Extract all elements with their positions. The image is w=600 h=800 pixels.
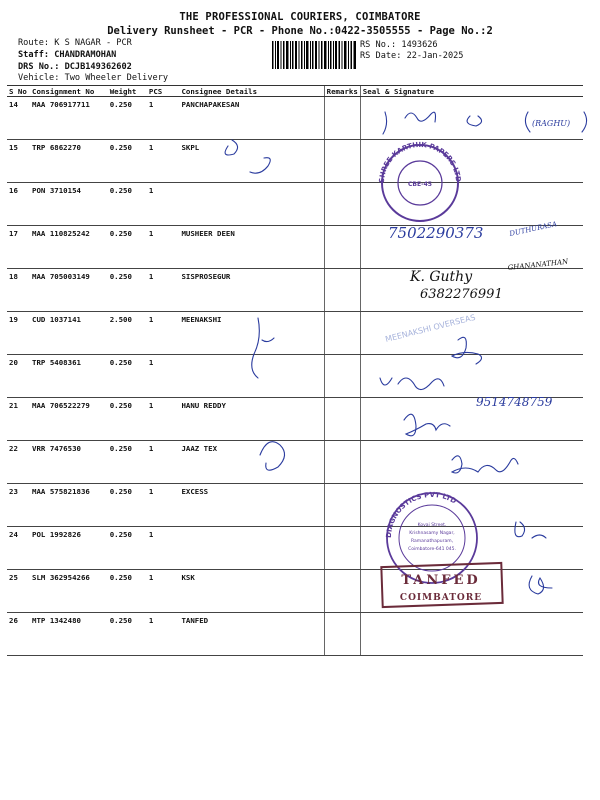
row-weight: 0.250: [108, 527, 147, 570]
row-remarks: [324, 484, 360, 527]
row-consignment: MAA 706917711: [30, 97, 108, 140]
row-consignment: MAA 110825242: [30, 226, 108, 269]
row-consignee: MUSHEER DEEN: [179, 226, 324, 269]
row-pcs: 1: [147, 269, 180, 312]
row-remarks: [324, 613, 360, 656]
rs-number: RS No.: 1493626: [360, 40, 438, 50]
row-consignee: SKPL: [179, 140, 324, 183]
row-consignee: PANCHAPAKESAN: [179, 97, 324, 140]
table-row: [7, 226, 583, 269]
svg-text:COIMBATORE: COIMBATORE: [399, 593, 483, 603]
row-consignment: MTP 1342480: [30, 613, 108, 656]
row-consignment: PON 3710154: [30, 183, 108, 226]
row-pcs: 1: [147, 355, 180, 398]
row-signature: [360, 183, 583, 226]
row-remarks: [324, 312, 360, 355]
row-pcs: 1: [147, 441, 180, 484]
row-remarks: [324, 183, 360, 226]
row-signature: [360, 226, 583, 269]
row-pcs: 1: [147, 312, 180, 355]
table-row: [7, 183, 583, 226]
svg-text:Krishnasamy Nagar,: Krishnasamy Nagar,: [409, 531, 455, 536]
row-sno: 21: [7, 398, 30, 441]
table-row: [7, 140, 583, 183]
staff-line: Staff: CHANDRAMOHAN: [18, 50, 117, 60]
row-consignee: TANFED: [179, 613, 324, 656]
row-consignment: TRP 5408361: [30, 355, 108, 398]
row-weight: 0.250: [108, 613, 147, 656]
row-sno: 25: [7, 570, 30, 613]
row-signature: [360, 398, 583, 441]
row-consignment: VRR 7476530: [30, 441, 108, 484]
row-sno: 26: [7, 613, 30, 656]
handwriting-row-21: 9514748759: [476, 395, 553, 409]
row-weight: 0.250: [108, 355, 147, 398]
col-seal-signature: Seal & Signature: [360, 86, 583, 97]
row-consignee: SISPROSEGUR: [179, 269, 324, 312]
row-signature: [360, 570, 583, 613]
row-pcs: 1: [147, 484, 180, 527]
row-weight: 0.250: [108, 183, 147, 226]
row-remarks: [324, 269, 360, 312]
col-consignee: Consignee Details: [179, 86, 324, 97]
row-consignment: MAA 706522279: [30, 398, 108, 441]
col-sno: S No: [7, 86, 30, 97]
row-sno: 15: [7, 140, 30, 183]
row-pcs: 1: [147, 570, 180, 613]
row-remarks: [324, 570, 360, 613]
row-pcs: 1: [147, 226, 180, 269]
row-remarks: [324, 441, 360, 484]
table-row: [7, 484, 583, 527]
col-pcs: PCS: [147, 86, 180, 97]
table-row: [7, 570, 583, 613]
row-sno: 23: [7, 484, 30, 527]
table-row: [7, 441, 583, 484]
barcode-image: [272, 41, 356, 69]
row-signature: [360, 527, 583, 570]
row-remarks: [324, 527, 360, 570]
row-weight: 0.250: [108, 441, 147, 484]
row-remarks: [324, 140, 360, 183]
drs-line: DRS No.: DCJB149362602: [18, 62, 132, 72]
row-signature: [360, 613, 583, 656]
row-pcs: 1: [147, 398, 180, 441]
row-weight: 0.250: [108, 398, 147, 441]
row-weight: 0.250: [108, 97, 147, 140]
row-consignee: EXCESS: [179, 484, 324, 527]
row-pcs: 1: [147, 140, 180, 183]
table-header-row: [7, 86, 583, 97]
row-signature: [360, 97, 583, 140]
row-remarks: [324, 97, 360, 140]
row-remarks: [324, 355, 360, 398]
row-weight: 0.250: [108, 140, 147, 183]
row-pcs: 1: [147, 527, 180, 570]
row-consignee: JAAZ TEX: [179, 441, 324, 484]
svg-text:CBE-45: CBE-45: [408, 181, 432, 188]
svg-text:DIAGNOSTICS PVT LTD: DIAGNOSTICS PVT LTD: [384, 490, 458, 539]
row-signature: [360, 484, 583, 527]
row-consignee: [179, 183, 324, 226]
row-consignment: POL 1992826: [30, 527, 108, 570]
route-line: Route: K S NAGAR - PCR: [18, 38, 132, 48]
row-weight: 0.250: [108, 570, 147, 613]
row-consignee: [179, 355, 324, 398]
row-consignment: MAA 705003149: [30, 269, 108, 312]
row-sno: 14: [7, 97, 30, 140]
row-sno: 17: [7, 226, 30, 269]
row-weight: 0.250: [108, 226, 147, 269]
table-row: [7, 269, 583, 312]
row-signature: [360, 269, 583, 312]
row-sno: 16: [7, 183, 30, 226]
row-weight: 2.500: [108, 312, 147, 355]
table-row: [7, 613, 583, 656]
row-sno: 20: [7, 355, 30, 398]
handwriting-row-18-name: GHANANATHAN: [507, 257, 569, 272]
row-consignment: TRP 6862270: [30, 140, 108, 183]
row-signature: [360, 441, 583, 484]
row-sno: 22: [7, 441, 30, 484]
row-consignee: HANU REDDY: [179, 398, 324, 441]
svg-text:Coimbatore-641 045.: Coimbatore-641 045.: [408, 547, 456, 552]
svg-text:Ramanathapuram,: Ramanathapuram,: [410, 539, 454, 544]
handwriting-row-19-name: K. Guthy: [410, 269, 473, 285]
row-consignment: SLM 362954266: [30, 570, 108, 613]
col-consignment: Consignment No: [30, 86, 108, 97]
row-consignment: CUD 1037141: [30, 312, 108, 355]
handwriting-row-17: 7502290373: [388, 224, 484, 242]
row-pcs: 1: [147, 613, 180, 656]
row-remarks: [324, 398, 360, 441]
table-row: [7, 398, 583, 441]
row-weight: 0.250: [108, 484, 147, 527]
svg-text:Kovai Street,: Kovai Street,: [417, 523, 447, 528]
col-weight: Weight: [108, 86, 147, 97]
row-remarks: [324, 226, 360, 269]
handwriting-row-18: DUTHURASA: [508, 220, 558, 238]
row-consignment: MAA 575821836: [30, 484, 108, 527]
row-weight: 0.250: [108, 269, 147, 312]
stamp-meenakshi: MEENAKSHI OVERSEAS: [384, 312, 477, 344]
row-consignee: [179, 527, 324, 570]
vehicle-line: Vehicle: Two Wheeler Delivery: [18, 73, 169, 83]
table-row: [7, 355, 583, 398]
row-sno: 24: [7, 527, 30, 570]
row-pcs: 1: [147, 97, 180, 140]
row-consignee: KSK: [179, 570, 324, 613]
handwriting-row-14-note: (RAGHU): [532, 119, 571, 128]
row-signature: [360, 312, 583, 355]
col-remarks: Remarks: [324, 86, 360, 97]
row-signature: [360, 355, 583, 398]
svg-text:TANFED: TANFED: [401, 573, 481, 588]
document-subtitle: Delivery Runsheet - PCR - Phone No.:0422-3505555 - Page No.:2: [107, 25, 493, 37]
handwriting-row-19-phone: 6382276991: [420, 287, 503, 302]
row-sno: 18: [7, 269, 30, 312]
document-title: THE PROFESSIONAL COURIERS, COIMBATORE: [179, 11, 421, 23]
row-sno: 19: [7, 312, 30, 355]
row-pcs: 1: [147, 183, 180, 226]
row-consignee: MEENAKSHI: [179, 312, 324, 355]
runsheet-table: [7, 86, 583, 656]
table-row: [7, 312, 583, 355]
rs-date: RS Date: 22-Jan-2025: [360, 51, 464, 61]
table-row: [7, 527, 583, 570]
svg-text:SHREE KARTHIK PAPERS LTD: SHREE KARTHIK PAPERS LTD: [377, 140, 463, 184]
row-signature: [360, 140, 583, 183]
table-row: [7, 97, 583, 140]
